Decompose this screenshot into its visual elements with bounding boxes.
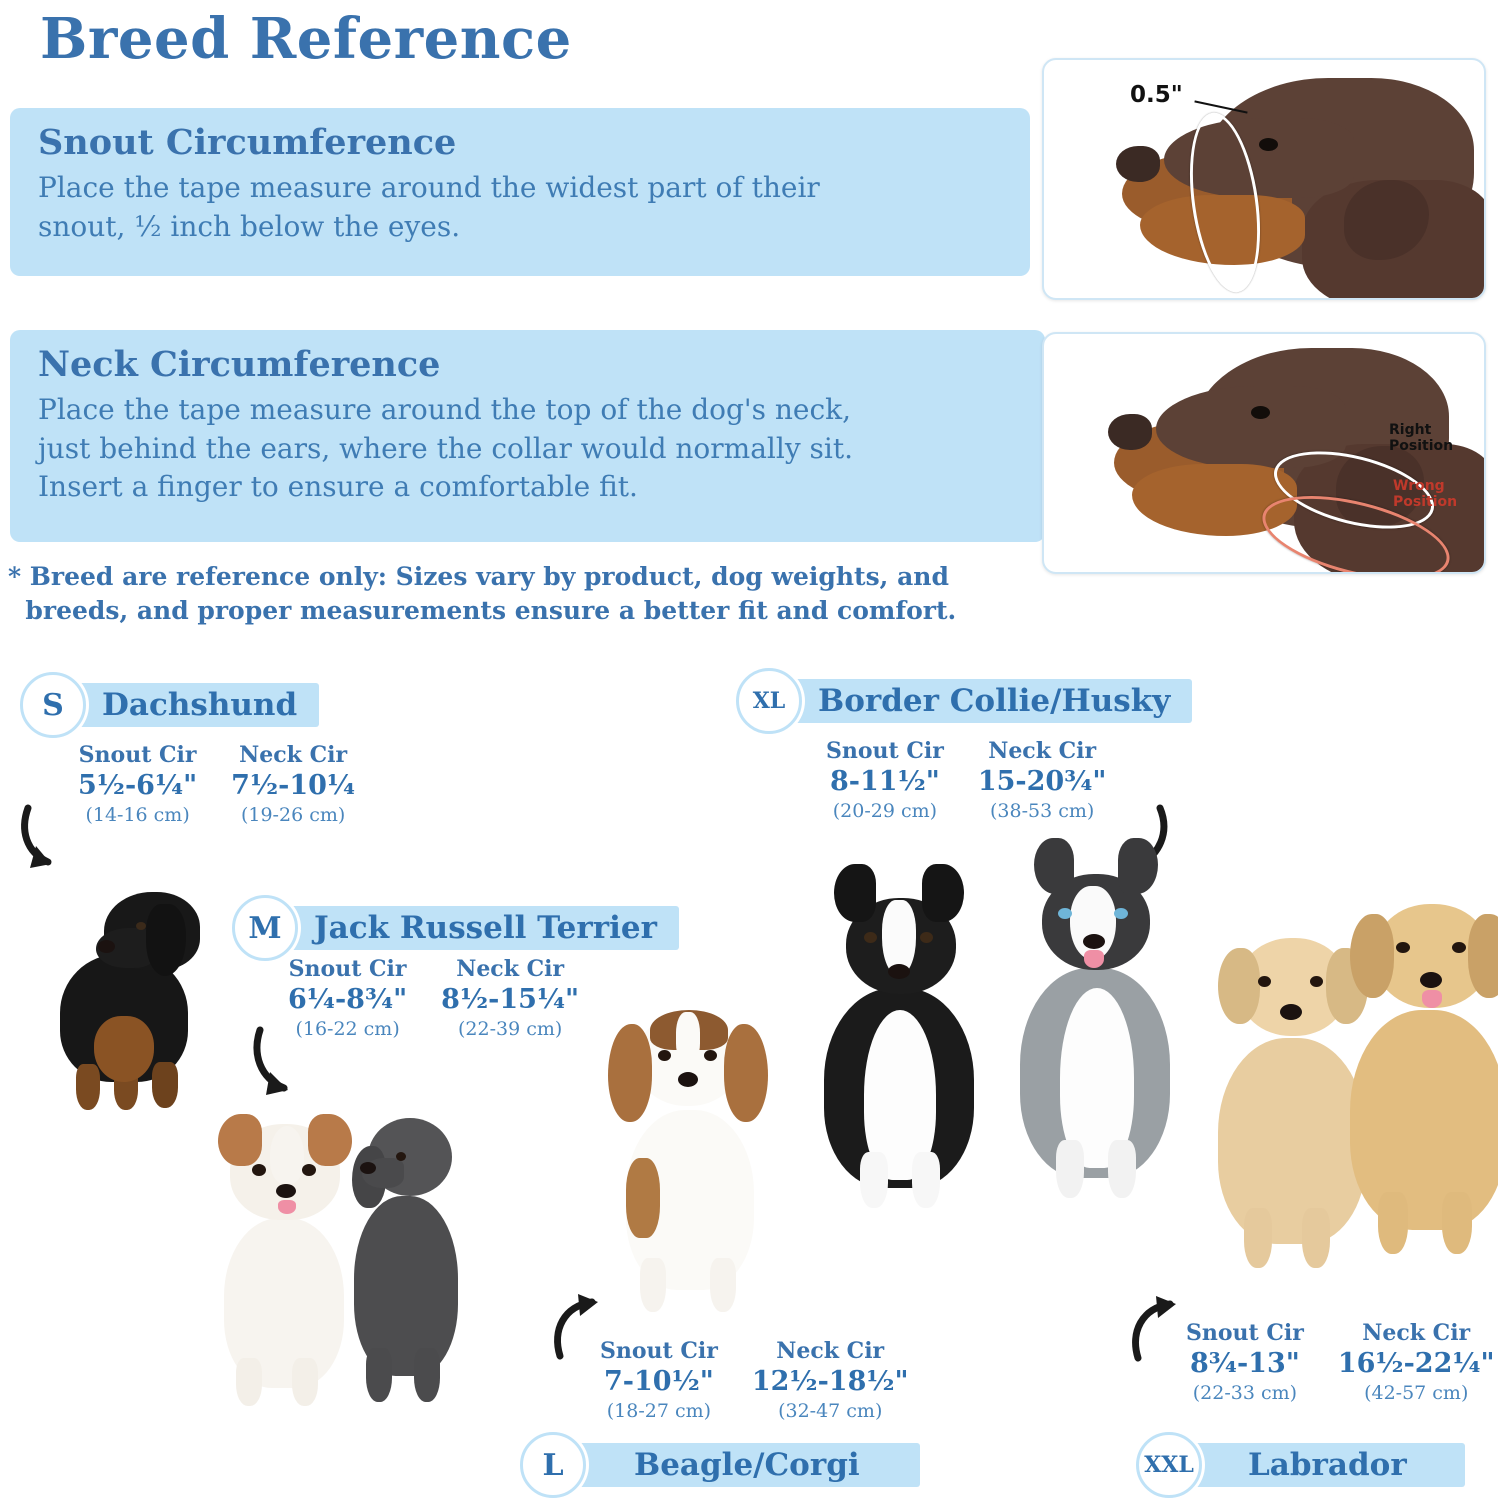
snout-info-panel	[10, 108, 1030, 276]
neck-cm-xl: (38-53 cm)	[989, 800, 1095, 822]
snout-measure-l	[600, 1338, 718, 1422]
doberman-head-neck-illustration	[1044, 334, 1484, 572]
snout-label-l: Snout Cir	[600, 1338, 718, 1364]
snout-value-l: 7-10½"	[604, 1366, 714, 1397]
snout-measure-s	[78, 742, 197, 826]
snout-heading: Snout Circumference	[38, 122, 457, 163]
size-badge-l: L	[520, 1432, 586, 1498]
snout-label-xxl: Snout Cir	[1186, 1320, 1304, 1346]
snout-label-s: Snout Cir	[78, 742, 197, 768]
arrow-icon-m	[248, 1020, 328, 1105]
neck-description	[10, 387, 1045, 507]
measurements-xl	[826, 738, 1106, 822]
right-position-line2: Position	[1389, 438, 1454, 455]
snout-measure-label: 0.5"	[1130, 82, 1183, 108]
measurements-xxl	[1186, 1320, 1495, 1404]
snout-measure-xl	[826, 738, 944, 822]
neck-label-l: Neck Cir	[776, 1338, 885, 1364]
size-header-l	[520, 1432, 920, 1498]
footnote-line2: breeds, and proper measurements ensure a better fit and comfort.	[25, 595, 957, 625]
neck-description-line3: Insert a finger to ensure a comfortable fit.	[38, 470, 638, 504]
neck-cm-m: (22-39 cm)	[458, 1018, 563, 1040]
wrong-position-label	[1393, 478, 1457, 510]
snout-measure-photo	[1042, 58, 1486, 300]
dog-photo-labrador-golden	[1320, 880, 1498, 1280]
size-header-xl	[736, 668, 1192, 734]
snout-cm-s: (14-16 cm)	[85, 804, 190, 826]
snout-description	[10, 165, 1030, 246]
neck-cm-xxl: (42-57 cm)	[1364, 1382, 1469, 1404]
breed-name-xxl: Labrador	[1190, 1443, 1465, 1487]
size-badge-xl: XL	[736, 668, 802, 734]
breed-name-s: Dachshund	[74, 683, 319, 727]
snout-cm-xl: (20-29 cm)	[832, 800, 938, 822]
neck-value-l: 12½-18½"	[751, 1366, 909, 1397]
neck-measure-m	[441, 956, 579, 1040]
size-header-m	[232, 895, 679, 961]
snout-cm-m: (16-22 cm)	[295, 1018, 400, 1040]
dog-photo-beagle	[592, 990, 782, 1320]
snout-value-s: 5½-6¼"	[78, 770, 198, 801]
size-header-xxl	[1136, 1432, 1465, 1498]
neck-measure-photo	[1042, 332, 1486, 574]
footnote	[8, 560, 1008, 628]
neck-measure-xxl	[1338, 1320, 1495, 1404]
size-badge-m: M	[232, 895, 298, 961]
neck-cm-l: (32-47 cm)	[778, 1400, 883, 1422]
snout-label-xl: Snout Cir	[826, 738, 944, 764]
snout-cm-xxl: (22-33 cm)	[1192, 1382, 1298, 1404]
snout-measure-xxl	[1186, 1320, 1304, 1404]
dog-photo-border-collie	[790, 860, 1010, 1220]
size-header-s	[20, 672, 319, 738]
neck-label-xxl: Neck Cir	[1362, 1320, 1471, 1346]
neck-value-s: 7½-10¼	[231, 770, 356, 801]
neck-info-panel	[10, 330, 1045, 542]
neck-measure-s	[231, 742, 355, 826]
dog-photo-husky	[984, 838, 1204, 1218]
snout-label-m: Snout Cir	[288, 956, 407, 982]
neck-value-xxl: 16½-22¼"	[1337, 1348, 1495, 1379]
neck-value-xl: 15-20¾"	[977, 766, 1107, 797]
dog-photo-poodle	[340, 1100, 480, 1410]
breed-name-l: Beagle/Corgi	[574, 1443, 920, 1487]
measurements-s	[78, 742, 355, 826]
footnote-line1: * Breed are reference only: Sizes vary by product, dog weights, and	[8, 562, 949, 591]
snout-value-xl: 8-11½"	[830, 766, 940, 797]
size-badge-s: S	[20, 672, 86, 738]
size-badge-xxl: XXL	[1136, 1432, 1202, 1498]
neck-label-s: Neck Cir	[239, 742, 348, 768]
wrong-position-line2: Position	[1393, 494, 1458, 511]
snout-value-m: 6¼-8¾"	[288, 984, 408, 1015]
page-title: Breed Reference	[40, 6, 572, 72]
measurements-l	[600, 1338, 909, 1422]
neck-measure-l	[752, 1338, 909, 1422]
snout-value-xxl: 8¾-13"	[1190, 1348, 1300, 1379]
doberman-head-snout-illustration	[1044, 60, 1484, 298]
snout-cm-l: (18-27 cm)	[606, 1400, 712, 1422]
neck-cm-s: (19-26 cm)	[240, 804, 346, 826]
neck-measure-xl	[978, 738, 1107, 822]
neck-value-m: 8½-15¼"	[441, 984, 580, 1015]
neck-heading: Neck Circumference	[38, 344, 441, 385]
neck-label-xl: Neck Cir	[988, 738, 1097, 764]
neck-description-line1: Place the tape measure around the top of the dog's neck,	[38, 393, 852, 426]
right-position-label	[1389, 422, 1453, 454]
snout-description-line1: Place the tape measure around the widest part of their	[38, 171, 820, 204]
neck-label-m: Neck Cir	[456, 956, 565, 982]
neck-description-line2: just behind the ears, where the collar would normally sit.	[38, 431, 854, 465]
breed-name-xl: Border Collie/Husky	[790, 679, 1192, 723]
wrong-position-line1: Wrong	[1393, 478, 1445, 494]
snout-description-line2: snout, ½ inch below the eyes.	[38, 209, 461, 243]
right-position-line1: Right	[1389, 422, 1432, 438]
dog-photo-dachshund	[42, 866, 242, 1116]
breed-name-m: Jack Russell Terrier	[286, 906, 679, 950]
measurements-m	[288, 956, 579, 1040]
